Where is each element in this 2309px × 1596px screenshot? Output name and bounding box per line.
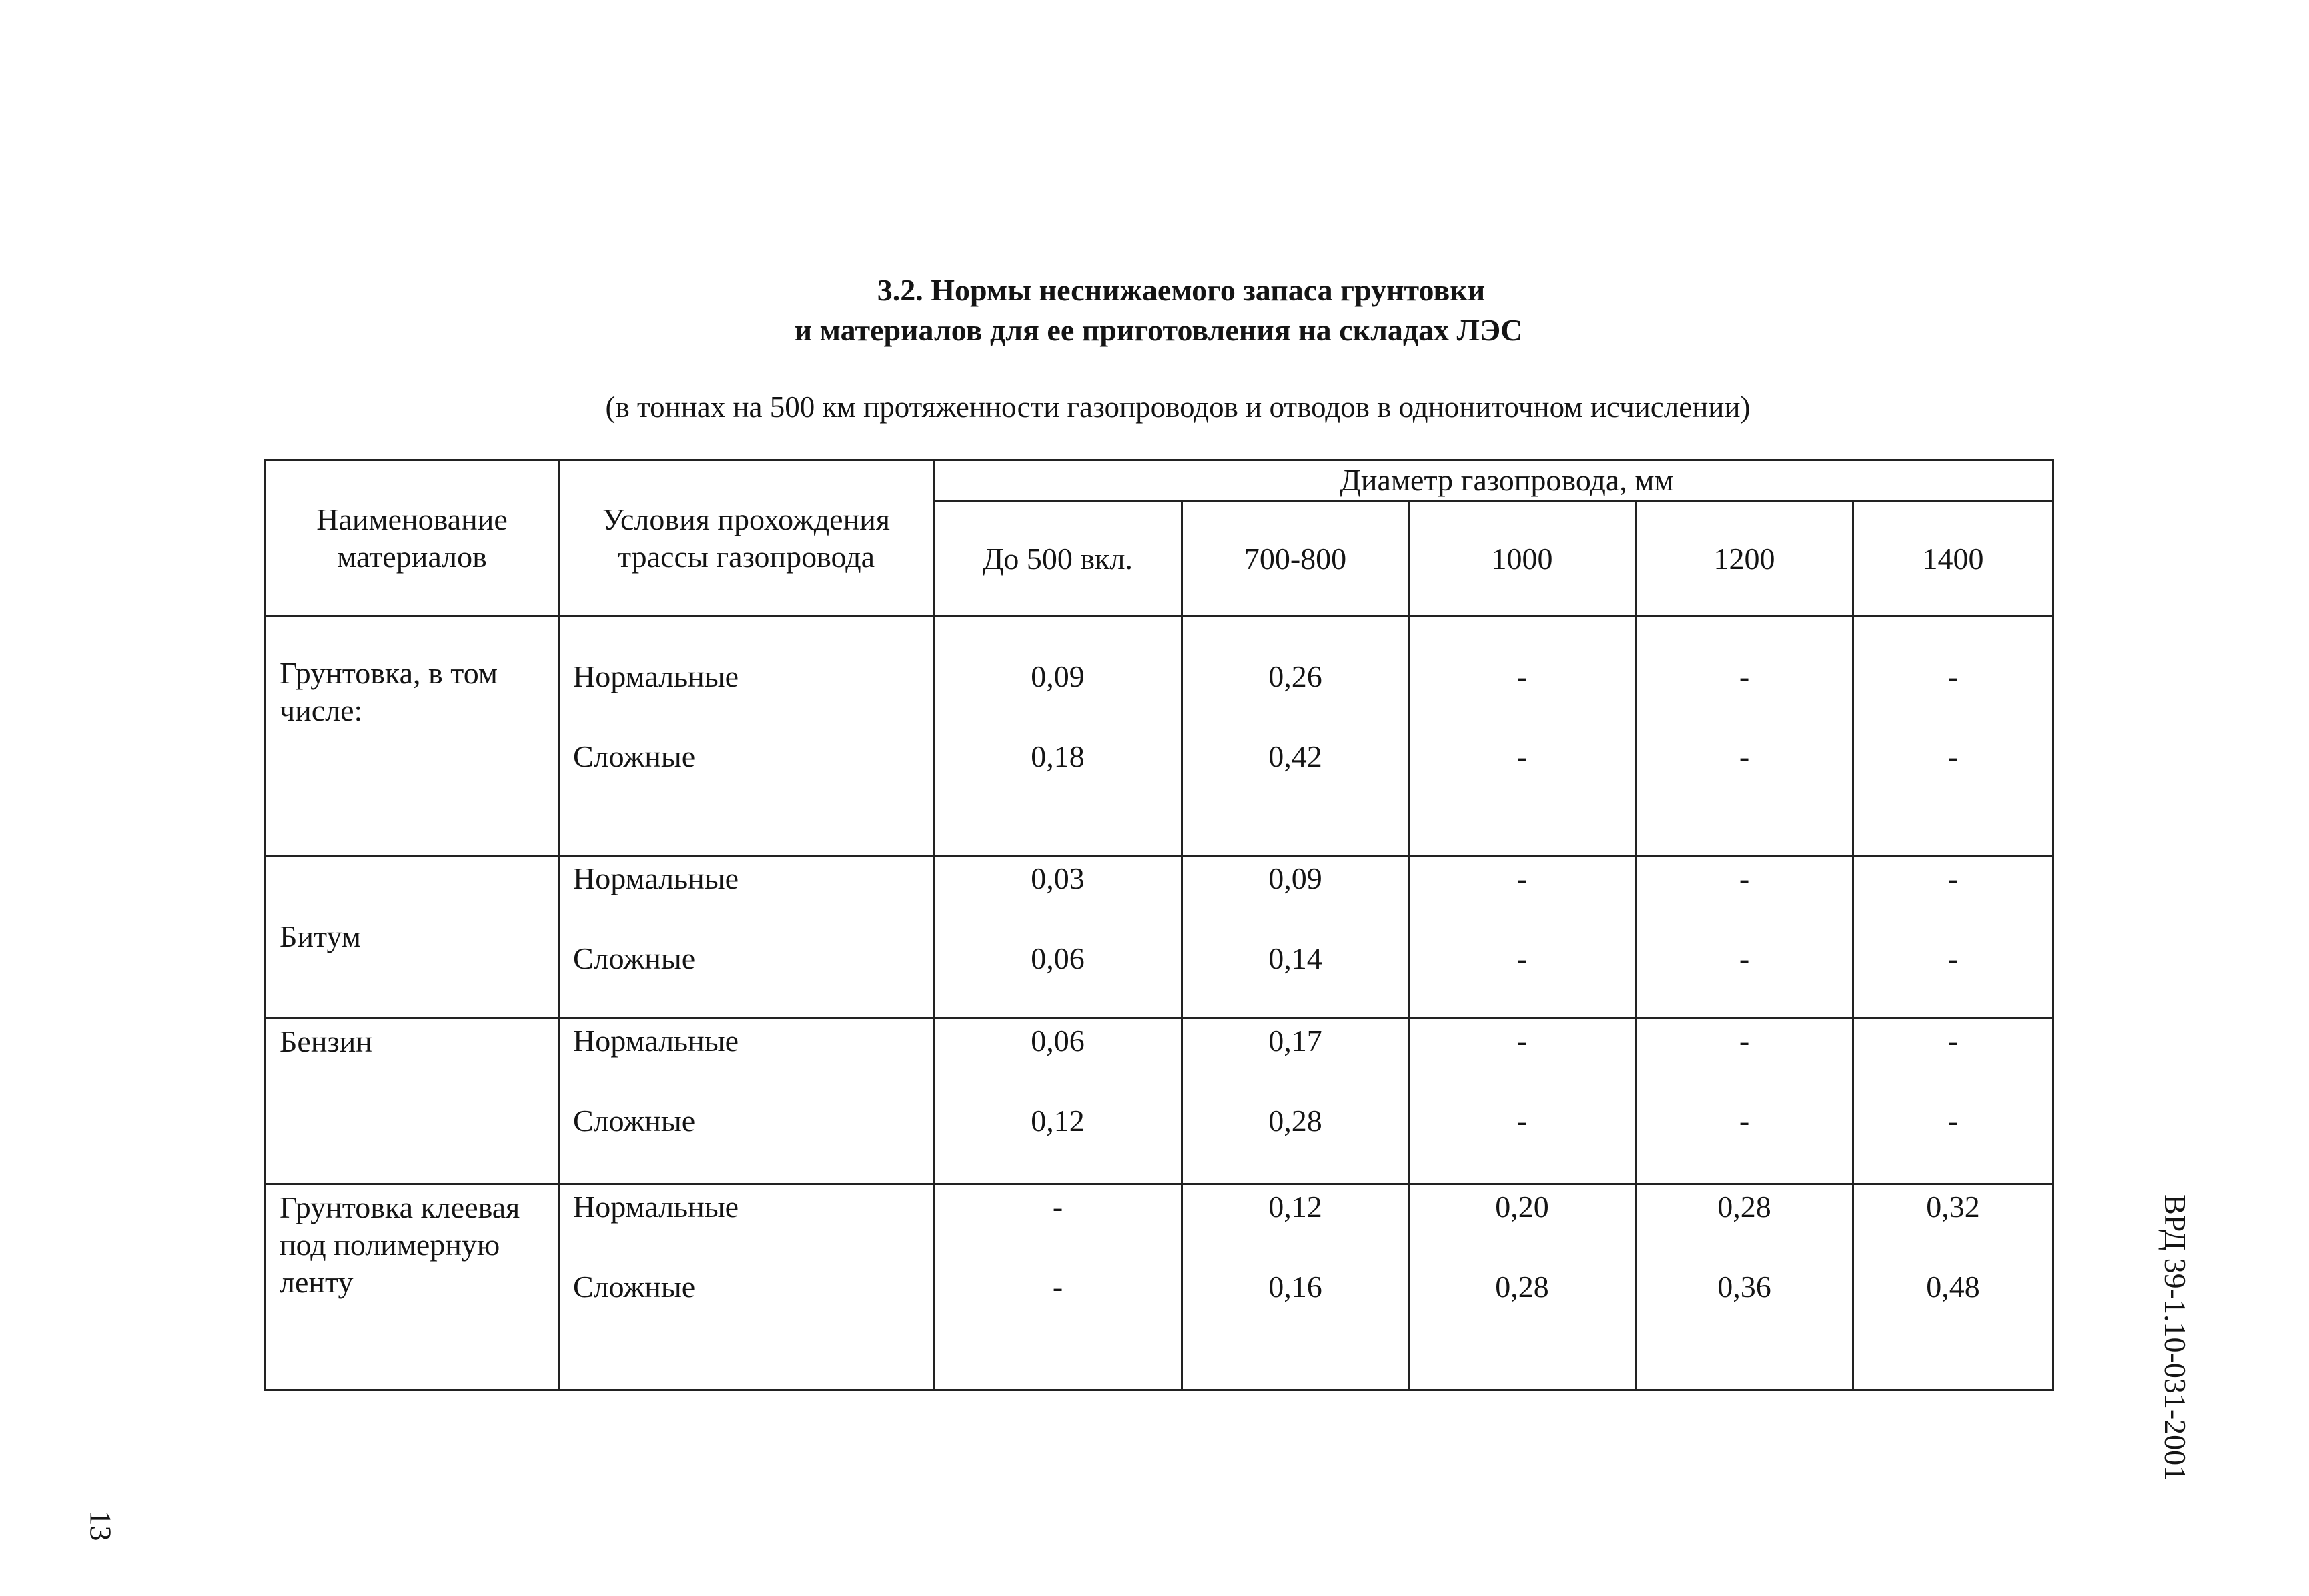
section-title-line-1: 3.2. Нормы неснижаемого запаса грунтовки [877,273,1486,307]
document-code: ВРД 39-1.10-031-2001 [2158,1194,2192,1481]
value: 0,06 [1031,1024,1085,1058]
value: - [1516,1104,1528,1138]
conditions-cell [559,856,934,1018]
section-title-line-2: и материалов для ее приготовления на складах ЛЭС [794,313,1523,347]
header-material-name: Наименование материалов [266,460,559,617]
value: 0,18 [1031,739,1085,773]
value: 0,26 [1268,659,1322,693]
value: - [1739,861,1750,895]
table-row [266,856,2053,1018]
value-cell [1182,1184,1409,1390]
value: - [1739,1024,1750,1058]
value: 0,09 [1031,659,1085,693]
material-name-cell: Грунтовка клеевая под полимерную ленту [266,1184,559,1390]
header-row-1 [266,460,2053,501]
value: - [1516,941,1528,975]
condition-normal: Нормальные [573,659,739,693]
header-col-700-800: 700-800 [1182,501,1409,617]
value-cell [1409,1184,1636,1390]
condition-complex: Сложные [573,739,696,773]
value-cell [1853,617,2053,856]
value-cell [1636,856,1853,1018]
value: - [1947,739,1959,773]
page-number: 13 [83,1510,118,1541]
value: - [1739,659,1750,693]
conditions-cell [559,1184,934,1390]
value: - [1739,739,1750,773]
conditions-cell [559,617,934,856]
value: 0,09 [1268,861,1322,895]
value: 0,48 [1926,1270,1980,1304]
value: 0,14 [1268,941,1322,975]
value-cell [934,856,1182,1018]
value-cell [1409,1018,1636,1184]
header-pipeline-diameter: Диаметр газопровода, мм [934,460,2053,501]
value-cell [1636,1184,1853,1390]
value: - [1516,659,1528,693]
value: - [1516,1024,1528,1058]
table-row [266,1184,2053,1390]
header-route-conditions: Условия прохождения трассы газопровода [559,460,934,617]
value: 0,28 [1717,1190,1771,1224]
condition-complex: Сложные [573,1270,696,1304]
value: 0,42 [1268,739,1322,773]
value-cell [1182,617,1409,856]
value: 0,36 [1717,1270,1771,1304]
value: 0,20 [1495,1190,1549,1224]
header-col-1400: 1400 [1853,501,2053,617]
condition-normal: Нормальные [573,861,739,895]
value-cell [1853,1018,2053,1184]
header-col-up-to-500: До 500 вкл. [934,501,1182,617]
value: 0,17 [1268,1024,1322,1058]
value-cell [934,1018,1182,1184]
value: - [1052,1270,1063,1304]
value: - [1947,1024,1959,1058]
value: 0,12 [1268,1190,1322,1224]
conditions-cell [559,1018,934,1184]
value: - [1947,861,1959,895]
condition-normal: Нормальные [573,1190,739,1224]
value: 0,03 [1031,861,1085,895]
value-cell [1409,617,1636,856]
value-cell [1636,617,1853,856]
header-col-1000: 1000 [1409,501,1636,617]
value: 0,16 [1268,1270,1322,1304]
value: 0,28 [1495,1270,1549,1304]
value: - [1516,739,1528,773]
table-units-note: (в тоннах на 500 км протяженности газопроводов и отводов в однониточном исчислении) [605,390,1751,424]
material-name-cell: Бензин [266,1018,559,1184]
value: - [1739,941,1750,975]
value: - [1947,941,1959,975]
table-row [266,1018,2053,1184]
value: - [1516,861,1528,895]
condition-normal: Нормальные [573,1024,739,1058]
value-cell [1853,856,2053,1018]
material-name-cell: Битум [266,856,559,1018]
value-cell [1409,856,1636,1018]
value-cell [1182,1018,1409,1184]
value-cell [934,617,1182,856]
value: 0,06 [1031,941,1085,975]
condition-complex: Сложные [573,1104,696,1138]
condition-complex: Сложные [573,941,696,975]
norms-table [264,459,2054,1391]
value: - [1739,1104,1750,1138]
value-cell [934,1184,1182,1390]
value: - [1947,659,1959,693]
value: 0,32 [1926,1190,1980,1224]
value-cell [1853,1184,2053,1390]
value: - [1947,1104,1959,1138]
material-name-cell: Грунтовка, в том числе: [266,617,559,856]
value: - [1052,1190,1063,1224]
value-cell [1182,856,1409,1018]
table-row [266,617,2053,856]
value-cell [1636,1018,1853,1184]
value: 0,28 [1268,1104,1322,1138]
header-col-1200: 1200 [1636,501,1853,617]
value: 0,12 [1031,1104,1085,1138]
